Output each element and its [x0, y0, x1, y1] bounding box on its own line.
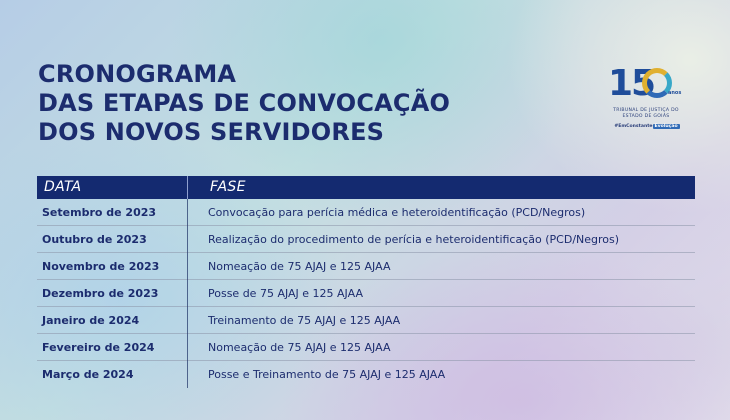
row-date: Janeiro de 2024	[37, 307, 188, 334]
table-row	[37, 226, 695, 253]
logo-years-label: anos	[668, 90, 682, 96]
table-row	[37, 253, 695, 280]
logo-number: 15	[608, 63, 655, 104]
row-date: Setembro de 2023	[37, 199, 188, 226]
row-phase: Convocação para perícia médica e heteroidentificação (PCD/Negros)	[208, 205, 586, 219]
table-body	[37, 199, 695, 388]
row-phase: Realização do procedimento de perícia e heteroidentificação (PCD/Negros)	[208, 232, 620, 246]
header-date: DATA	[37, 176, 188, 199]
row-date: Novembro de 2023	[37, 253, 188, 280]
title-line-2: DAS ETAPAS DE CONVOCAÇÃO	[38, 89, 451, 117]
table-header	[37, 176, 695, 199]
schedule-table	[37, 176, 695, 388]
row-date: Dezembro de 2023	[37, 280, 188, 307]
table-row	[37, 334, 695, 361]
row-date: Outubro de 2023	[37, 226, 188, 253]
logo-text-line-1: TRIBUNAL DE JUSTIÇA DO	[613, 108, 679, 113]
row-phase: Posse e Treinamento de 75 AJAJ e 125 AJAA	[208, 368, 446, 381]
table-row	[37, 280, 695, 307]
row-phase: Nomeação de 75 AJAJ e 125 AJAA	[208, 259, 391, 273]
logo-text-line-2: ESTADO DE GOIÁS	[622, 114, 670, 119]
title-line-3: DOS NOVOS SERVIDORES	[38, 118, 385, 146]
table-row	[37, 199, 695, 226]
table-row	[37, 361, 695, 388]
row-phase: Nomeação de 75 AJAJ e 125 AJAA	[208, 340, 391, 354]
page-title	[38, 60, 450, 147]
row-date: Março de 2024	[37, 361, 188, 388]
header-phase: FASE	[210, 179, 246, 195]
logo-hashtag-prefix: #EmConstante	[614, 124, 653, 129]
tjgo-150-logo	[604, 64, 688, 140]
table-row	[37, 307, 695, 334]
row-date: Fevereiro de 2024	[37, 334, 188, 361]
title-line-1: CRONOGRAMA	[38, 60, 237, 88]
logo-hashtag	[608, 124, 686, 129]
row-phase: Posse de 75 AJAJ e 125 AJAA	[208, 286, 363, 300]
row-phase: Treinamento de 75 AJAJ e 125 AJAA	[208, 313, 401, 327]
logo-hashtag-highlight: Evolução	[654, 124, 678, 129]
